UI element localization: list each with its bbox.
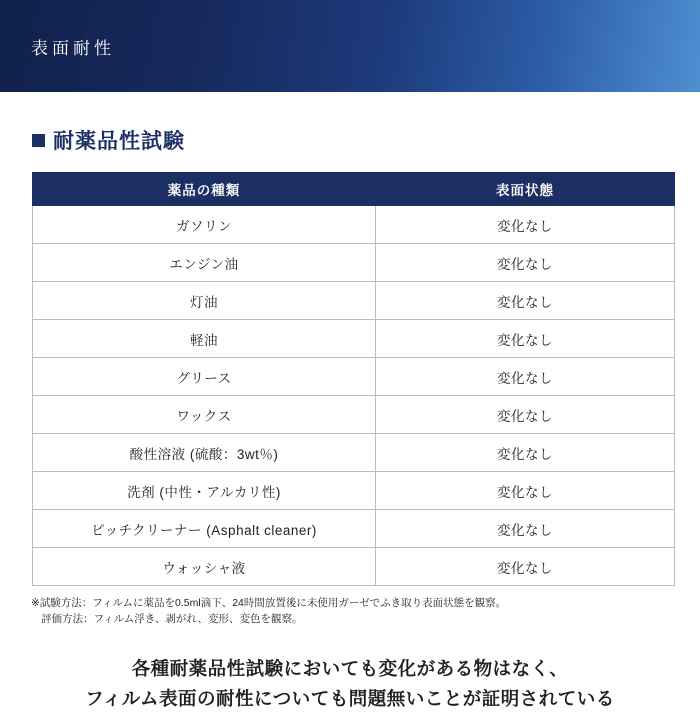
test-method-notes (31, 595, 681, 628)
cell-chemical: ピッチクリーナー (Asphalt cleaner) (33, 510, 376, 548)
table-row (33, 396, 675, 434)
table-row (33, 472, 675, 510)
conclusion-line-2: フィルム表面の耐性についても問題無いことが証明されている (85, 688, 615, 710)
section-heading-label: 耐薬品性試験 (53, 130, 185, 153)
table-row (33, 320, 675, 358)
chemical-resistance-table-wrapper (32, 172, 668, 586)
cell-chemical: ガソリン (33, 206, 376, 244)
table-row (33, 282, 675, 320)
table-row (33, 434, 675, 472)
conclusion-text (0, 654, 700, 715)
column-header-surface-state: 表面状態 (376, 173, 675, 206)
cell-chemical: グリース (33, 358, 376, 396)
cell-state: 変化なし (376, 472, 675, 510)
page-header (0, 0, 700, 92)
table-row (33, 548, 675, 586)
cell-chemical: ウォッシャ液 (33, 548, 376, 586)
cell-state: 変化なし (376, 434, 675, 472)
chemical-resistance-table (32, 172, 675, 586)
section-heading (32, 125, 700, 155)
cell-chemical: エンジン油 (33, 244, 376, 282)
conclusion-line-1: 各種耐薬品性試験においても変化がある物はなく、 (131, 657, 569, 679)
page-title: 表面耐性 (31, 38, 115, 58)
table-row (33, 244, 675, 282)
cell-chemical: 酸性溶液 (硫酸：3wt％) (33, 434, 376, 472)
cell-state: 変化なし (376, 510, 675, 548)
table-row (33, 358, 675, 396)
cell-state: 変化なし (376, 244, 675, 282)
cell-state: 変化なし (376, 358, 675, 396)
cell-chemical: ワックス (33, 396, 376, 434)
cell-state: 変化なし (376, 206, 675, 244)
table-row (33, 206, 675, 244)
table-body (33, 206, 675, 586)
note-evaluation-method: 評価方法：フィルム浮き、剥がれ、変形、変色を観察。 (41, 613, 303, 626)
cell-state: 変化なし (376, 282, 675, 320)
cell-state: 変化なし (376, 396, 675, 434)
cell-chemical: 灯油 (33, 282, 376, 320)
note-test-method: ※試験方法：フィルムに薬品を0.5ml滴下、24時間放置後に未使用ガーゼでふき取り表面状態を観察。 (31, 597, 507, 609)
cell-state: 変化なし (376, 320, 675, 358)
cell-chemical: 軽油 (33, 320, 376, 358)
table-header (33, 173, 675, 206)
square-marker-icon (32, 134, 45, 147)
table-header-row (33, 173, 675, 206)
table-row (33, 510, 675, 548)
cell-state: 変化なし (376, 548, 675, 586)
column-header-chemical-type: 薬品の種類 (33, 173, 376, 206)
cell-chemical: 洗剤 (中性・アルカリ性) (33, 472, 376, 510)
